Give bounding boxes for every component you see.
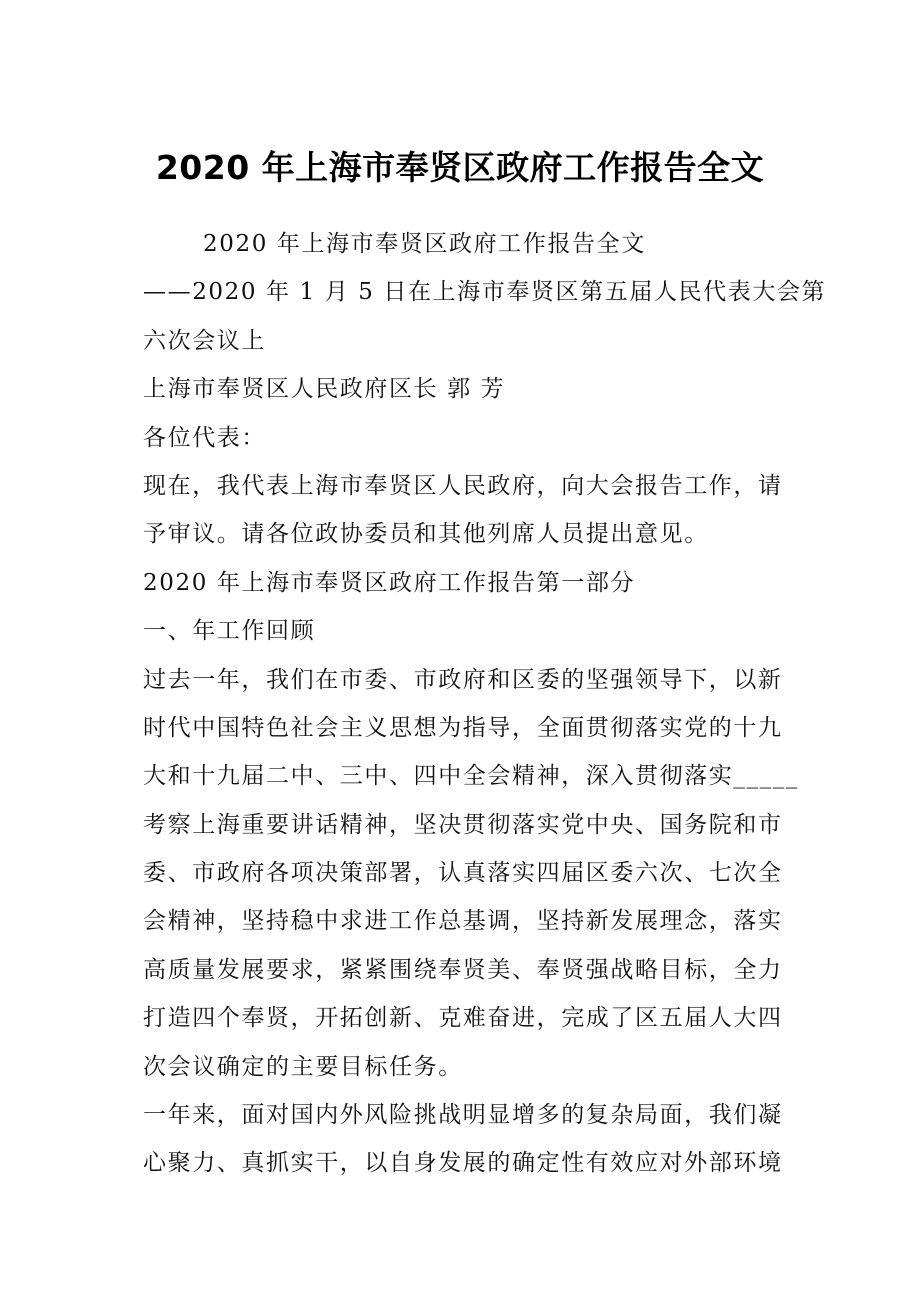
subtitle-line: 2020 年上海市奉贤区政府工作报告全文 bbox=[203, 231, 646, 257]
paragraph-line: 次会议确定的主要目标任务。 bbox=[143, 1053, 463, 1080]
subsection-heading: 一、年工作回顾 bbox=[143, 618, 316, 645]
paragraph-line: 过去一年，我们在市委、市政府和区委的坚强领导下，以新 bbox=[143, 666, 783, 693]
paragraph-line: 会精神，坚持稳中求进工作总基调，坚持新发展理念，落实 bbox=[143, 908, 783, 935]
paragraph-line: 大和十九届二中、三中、四中全会精神，深入贯彻落实_____ bbox=[143, 763, 799, 790]
paragraph-line: 一年来，面对国内外风险挑战明显增多的复杂局面，我们凝 bbox=[143, 1102, 783, 1129]
author-line: 上海市奉贤区人民政府区长 郭 芳 bbox=[143, 376, 506, 403]
salutation-line: 各位代表： bbox=[143, 424, 266, 451]
paragraph-line: 打造四个奉贤，开拓创新、克难奋进，完成了区五届人大四 bbox=[143, 1005, 783, 1032]
paragraph-line: 高质量发展要求，紧紧围绕奉贤美、奉贤强战略目标，全力 bbox=[143, 956, 783, 983]
paragraph-line: 委、市政府各项决策部署，认真落实四届区委六次、七次全 bbox=[143, 860, 783, 887]
paragraph-line: 考察上海重要讲话精神，坚决贯彻落实党中央、国务院和市 bbox=[143, 811, 783, 838]
paragraph-line: 予审议。请各位政协委员和其他列席人员提出意见。 bbox=[143, 521, 709, 548]
paragraph-line: 时代中国特色社会主义思想为指导，全面贯彻落实党的十九 bbox=[143, 714, 783, 741]
meeting-line-cont: 六次会议上 bbox=[143, 327, 266, 354]
section-heading: 2020 年上海市奉贤区政府工作报告第一部分 bbox=[143, 569, 636, 596]
document-body bbox=[143, 220, 827, 1188]
meeting-line: ——2020 年 1 月 5 日在上海市奉贤区第五届人民代表大会第 bbox=[143, 279, 827, 306]
paragraph-line: 现在，我代表上海市奉贤区人民政府，向大会报告工作，请 bbox=[143, 472, 783, 499]
document-title: 2020 年上海市奉贤区政府工作报告全文 bbox=[155, 148, 765, 187]
paragraph-line: 心聚力、真抓实干，以自身发展的确定性有效应对外部环境 bbox=[143, 1150, 783, 1177]
